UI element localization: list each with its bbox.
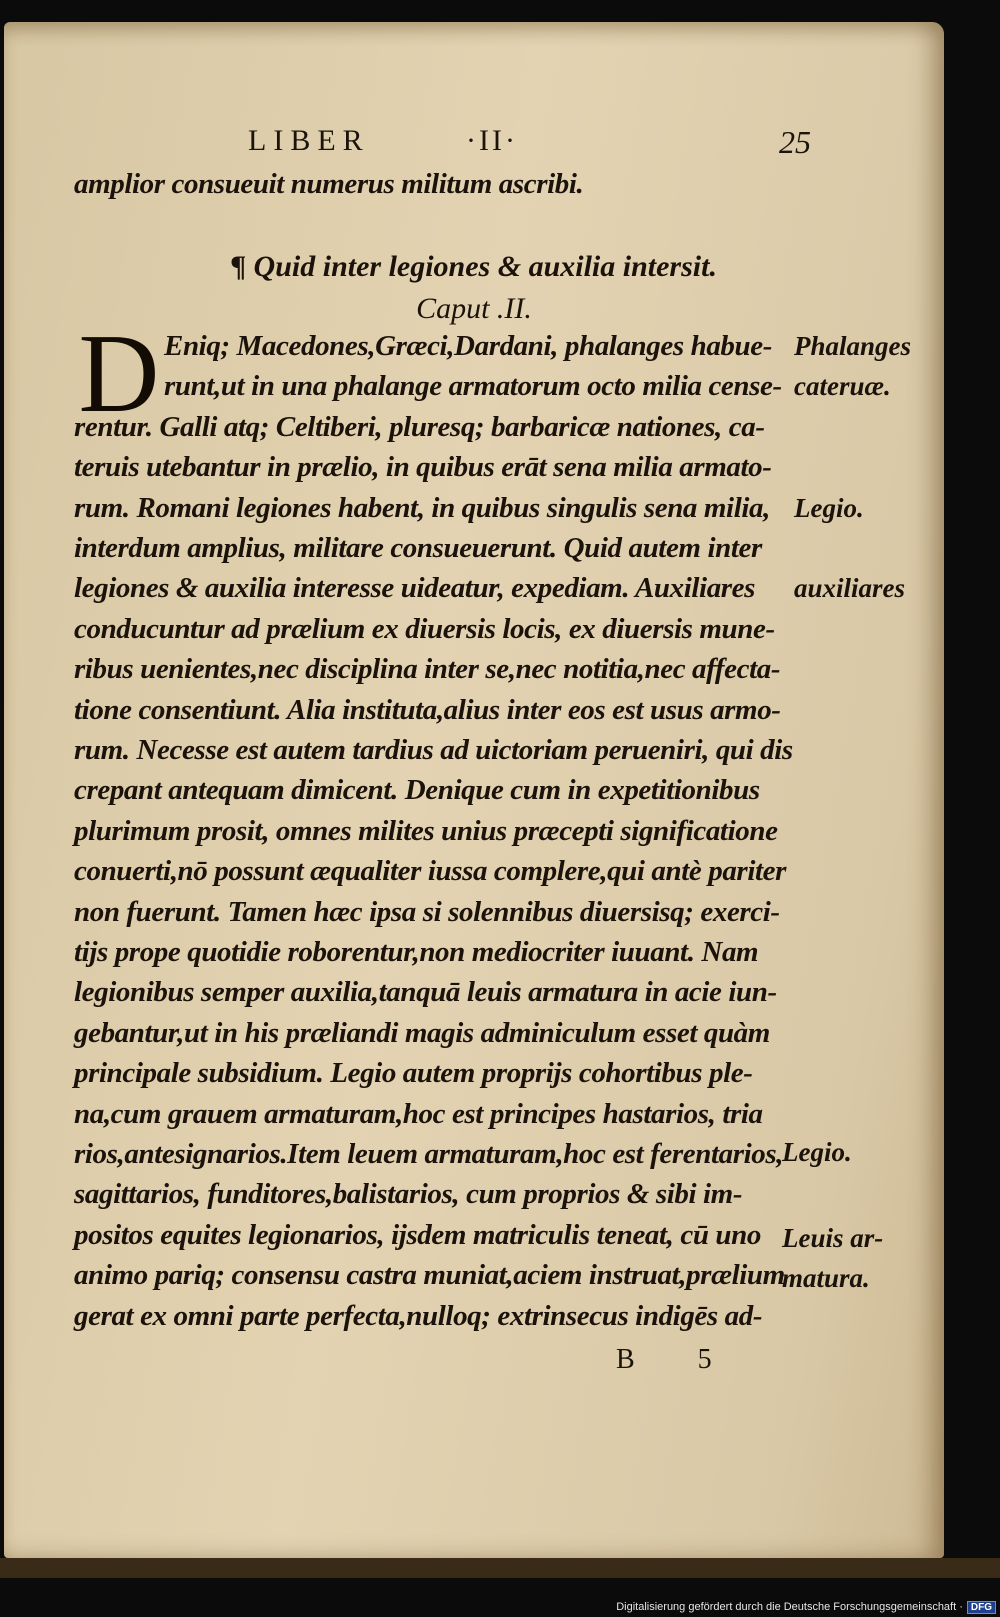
text-line: gebantur,ut in his præliandi magis adminiculum esset quàm [74, 1017, 770, 1049]
text-line-continuation: amplior consueuit numerus militum ascribi. [74, 168, 584, 200]
text-line: legionibus semper auxilia,tanquā leuis armatura in acie iun- [74, 976, 777, 1008]
running-head [4, 124, 944, 164]
page-edge [0, 1558, 1000, 1578]
text-line: na,cum grauem armaturam,hoc est principes hastarios, tria [74, 1098, 763, 1130]
text-line: ribus uenientes,nec disciplina inter se,nec notitia,nec affecta- [74, 653, 781, 685]
text-line: non fuerunt. Tamen hæc ipsa si solennibus diuersisq; exerci- [74, 896, 780, 928]
drop-cap-initial: D [78, 312, 160, 436]
text-line: runt,ut in una phalange armatorum octo milia cense- [164, 370, 782, 402]
text-line: gerat ex omni parte perfecta,nulloq; extrinsecus indigēs ad- [74, 1300, 763, 1332]
marginal-note-legio: Legio. [794, 493, 864, 523]
chapter-title: ¶ Quid inter legiones & auxilia intersit. [231, 250, 717, 283]
marginal-note-legio-2: Legio. [782, 1137, 852, 1167]
text-line: crepant antequam dimicent. Denique cum in expetitionibus [74, 774, 760, 806]
text-line: plurimum prosit, omnes milites unius præcepti significatione [74, 815, 778, 847]
signature-mark: B 5 [616, 1344, 740, 1375]
text-line: conuerti,nō possunt æqualiter iussa complere,qui antè pariter [74, 855, 786, 887]
text-line: interdum amplius, militare consueuerunt. Quid autem inter [74, 532, 762, 564]
text-line: animo pariq; consensu castra muniat,aciem instruat,prælium [74, 1259, 785, 1291]
text-line: conducuntur ad prælium ex diuersis locis, ex diuersis mune- [74, 613, 775, 645]
marginal-note-auxiliares: auxiliares [794, 573, 906, 603]
text-line: rum. Romani legiones habent, in quibus singulis sena milia, [74, 492, 770, 524]
book-page [4, 22, 944, 1558]
running-head-liber: LIBER [248, 124, 370, 157]
text-line: teruis utebantur in prælio, in quibus erāt sena milia armato- [74, 451, 772, 483]
text-line: positos equites legionarios, ijsdem matriculis teneat, cū uno [74, 1219, 761, 1251]
text-line: Eniq; Macedones,Græci,Dardani, phalanges habue- [164, 330, 772, 362]
marginal-note-phalanges: Phalanges [794, 331, 912, 361]
text-line: sagittarios, funditores,balistarios, cum proprios & sibi im- [74, 1178, 743, 1210]
text-line: tione consentiunt. Alia instituta,alius inter eos est usus armo- [74, 694, 781, 726]
text-line: principale subsidium. Legio autem proprijs cohortibus ple- [74, 1057, 753, 1089]
credit-text: Digitalisierung gefördert durch die Deutsche Forschungsgemeinschaft · [616, 1601, 963, 1613]
text-line: rum. Necesse est autem tardius ad uictoriam perueniri, qui dis [74, 734, 793, 766]
text-line: rios,antesignarios.Item leuem armaturam,hoc est ferentarios, [74, 1138, 784, 1170]
marginal-note-cateruae: cateruæ. [794, 371, 891, 401]
text-line: legiones & auxilia interesse uideatur, expediam. Auxiliares [74, 572, 756, 604]
dfg-logo: DFG [967, 1601, 996, 1614]
marginal-note-leuis-armatura: Leuis ar- [782, 1223, 884, 1253]
text-line: tijs prope quotidie roborentur,non mediocriter iuuant. Nam [74, 936, 759, 968]
chapter-number: Caput .II. [416, 292, 532, 325]
text-line: rentur. Galli atq; Celtiberi, pluresq; barbaricæ nationes, ca- [74, 411, 765, 443]
marginal-note-matura: matura. [782, 1263, 870, 1293]
running-head-book-number: ·II· [466, 124, 518, 157]
folio-number: 25 [779, 124, 811, 160]
digitization-credit [616, 1599, 996, 1615]
